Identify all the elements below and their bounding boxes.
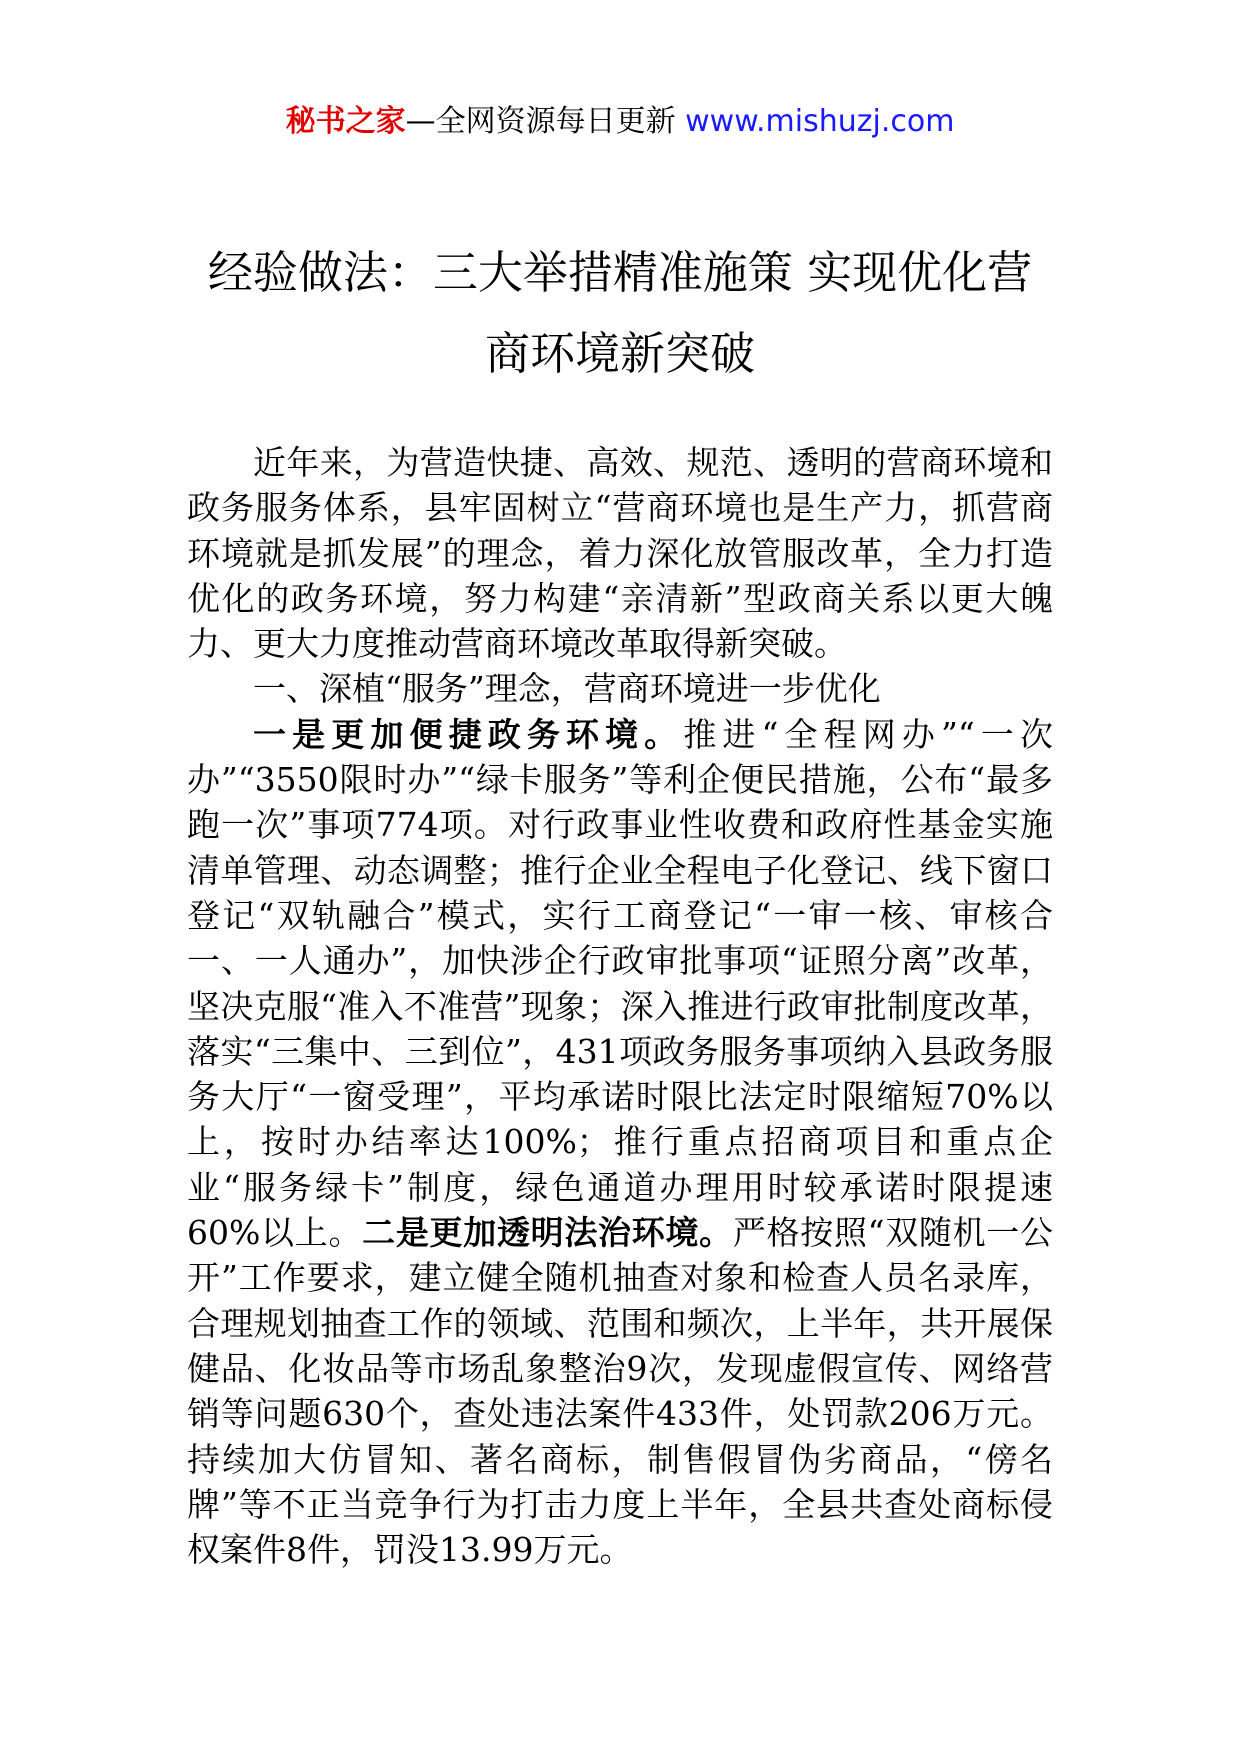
site-url-link[interactable]: www.mishuzj.com — [685, 104, 955, 139]
section-heading: 一、深植“服务”理念，营商环境进一步优化 — [253, 669, 881, 709]
point1-text: 推进“全程网办”“一次办”“3550限时办”“绿卡服务”等利企便民措施，公布“最多跑一次”事项774项。对行政事业性收费和政府性基金实施清单管理、动态调整；推行企业全程电子化登记、线下窗口登记“双轨融合”模式，实行工商登记“一审一核、审核合一、一人通办”，加快涉企行政审批事项“证照分离”改革，坚决克服“准入不准营”现象；深入推进行政审批制度改革，落实“三集中、三到位”，431项政务服务事项纳入县政务服务大厅“一窗受理”，平均承诺时限比法定时限缩短70%以上，按时办结率达100%；推行重点招商项目和重点企业“服务绿卡”制度，绿色通道办理用时较承诺时限提速60%以上。 — [187, 714, 1053, 1253]
title-line-2: 商环境新突破 — [484, 327, 755, 380]
title-line-1: 经验做法：三大举措精准施策 实现优化营 — [207, 246, 1033, 299]
point-paragraph — [187, 712, 1053, 1573]
point2-text: 严格按照“双随机一公开”工作要求，建立健全随机抽查对象和检查人员名录库，合理规划抽查工作的领域、范围和频次，上半年，共开展保健品、化妆品等市场乱象整治9次，发现虚假宣传、网络营销等问题630个，查处违法案件433件，处罚款206万元。持续加大仿冒知、著名商标，制售假冒伪劣商品，“傍名牌”等不正当竞争行为打击力度上半年，全县共查处商标侵权案件8件，罚没13.99万元。 — [187, 1213, 1054, 1570]
point1-heading: 一是更加便捷政务环境。 — [253, 714, 684, 754]
site-header — [0, 100, 1240, 144]
point2-heading: 二是更加透明法治环境。 — [362, 1213, 733, 1253]
brand-name: 秘书之家 — [285, 104, 406, 139]
intro-paragraph: 近年来，为营造快捷、高效、规范、透明的营商环境和政务服务体系，县牢固树立“营商环境也是生产力，抓营商环境就是抓发展”的理念，着力深化放管服改革，全力打造优化的政务环境，努力构建“亲清新”型政商关系以更大魄力、更大力度推动营商环境改革取得新突破。 — [187, 443, 1053, 664]
slogan: —全网资源每日更新 — [405, 104, 676, 139]
document-title — [150, 232, 1090, 394]
document-body — [187, 440, 1053, 1572]
